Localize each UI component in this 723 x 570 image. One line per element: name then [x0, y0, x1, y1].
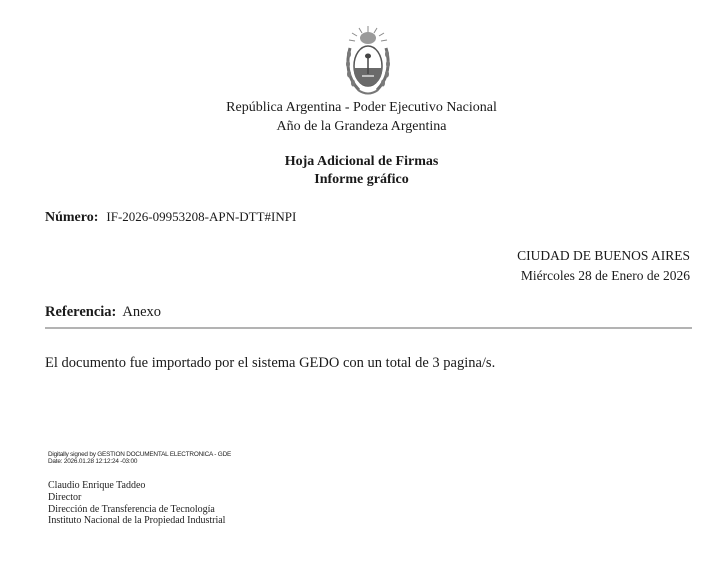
body-text: El documento fue importado por el sistema GEDO con un total de 3 pagina/s.: [45, 355, 496, 371]
year-motto: Año de la Grandeza Argentina: [276, 119, 447, 134]
document-title: Hoja Adicional de Firmas: [284, 154, 439, 169]
numero-row: [45, 208, 296, 226]
referencia-value: Anexo: [122, 304, 162, 320]
digital-signature-date: Date: 2026.01.28 12:12:24 -03:00: [48, 458, 138, 465]
date: Miércoles 28 de Enero de 2026: [520, 268, 690, 283]
republic-heading: República Argentina - Poder Ejecutivo Nacional: [226, 100, 497, 115]
digital-signature-by: Digitally signed by GESTION DOCUMENTAL ELECTRONICA - GDE: [48, 451, 232, 458]
signer-institution: Instituto Nacional de la Propiedad Industrial: [48, 515, 226, 527]
signer-role: Director: [48, 491, 82, 503]
signer-name: Claudio Enrique Taddeo: [48, 480, 146, 491]
numero-value: IF-2026-09953208-APN-DTT#INPI: [106, 209, 297, 224]
referencia-label: Referencia:: [45, 304, 117, 320]
city: CIUDAD DE BUENOS AIRES: [517, 248, 690, 263]
divider: [45, 327, 692, 329]
signer-block: [48, 480, 225, 527]
referencia-row: [45, 303, 161, 321]
document-subtitle: Informe gráfico: [314, 172, 409, 187]
argentina-coat-of-arms-icon: [343, 24, 393, 98]
digital-signature: [48, 451, 231, 465]
signer-department: Dirección de Transferencia de Tecnología: [48, 503, 215, 515]
numero-label: Número:: [45, 210, 99, 225]
